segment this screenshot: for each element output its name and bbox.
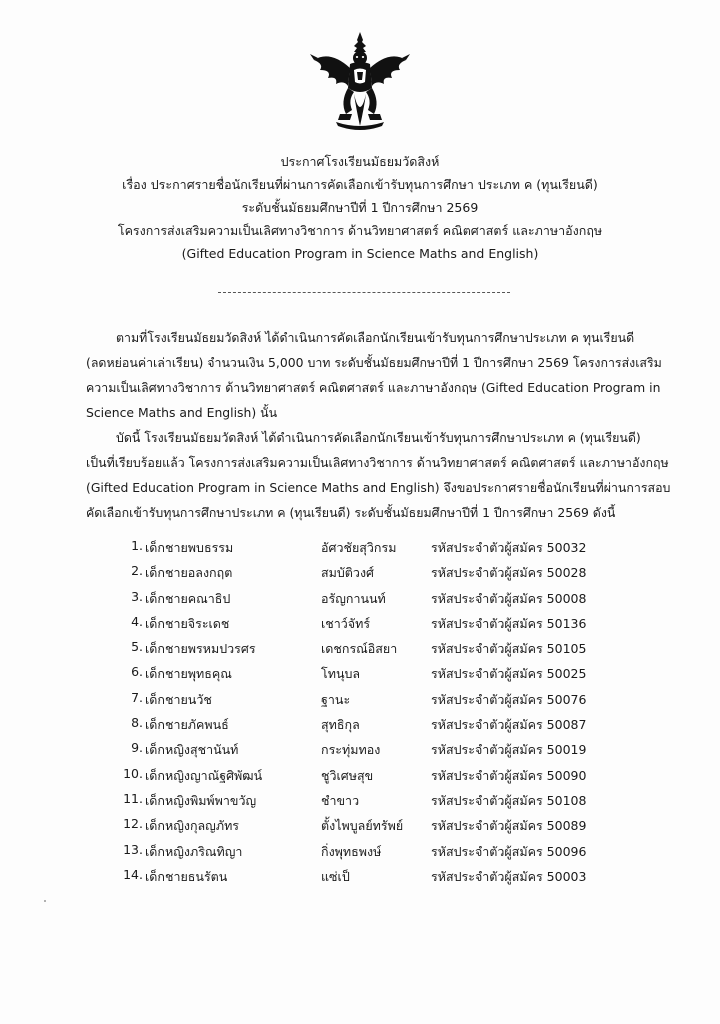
- announcement-subject: เรื่อง ประกาศรายชื่อนักเรียนที่ผ่านการคัดเลือกเข้ารับทุนการศึกษา ประเภท ค (ทุนเรียนดี): [122, 177, 598, 192]
- item-number: 7.: [131, 689, 143, 705]
- applicant-code: รหัสประจำตัวผู้สมัคร 50089: [431, 818, 587, 834]
- applicant-code: รหัสประจำตัวผู้สมัคร 50032: [431, 540, 587, 555]
- item-number: 2.: [131, 563, 143, 579]
- list-item: [113, 639, 673, 664]
- scan-speck: [44, 900, 46, 902]
- announcement-program-th: โครงการส่งเสริมความเป็นเลิศทางวิชาการ ด้านวิทยาศาสตร์ คณิตศาสตร์ และภาษาอังกฤษ: [117, 223, 603, 238]
- student-first-name: เด็กชายนวัช: [145, 691, 212, 707]
- announcement-header: [60, 150, 660, 265]
- paragraph-2: [86, 425, 676, 525]
- applicant-code: รหัสประจำตัวผู้สมัคร 50108: [431, 792, 587, 808]
- paragraph-1-line: ตามที่โรงเรียนมัธยมวัดสิงห์ ได้ดำเนินการคัดเลือกนักเรียนเข้ารับทุนการศึกษาประเภท ค ทุนเรียนดี: [116, 330, 635, 345]
- student-last-name: อรัญกานนท์: [321, 590, 386, 606]
- student-last-name: เชาว์จัทร์: [321, 615, 371, 631]
- list-item: [113, 614, 673, 639]
- student-last-name: ชำขาว: [321, 792, 360, 808]
- student-first-name: เด็กชายอลงกฤต: [145, 565, 233, 581]
- header-divider: [218, 292, 510, 293]
- student-first-name: เด็กชายพุทธคุณ: [145, 666, 232, 682]
- list-item: [113, 791, 673, 816]
- applicant-code: รหัสประจำตัวผู้สมัคร 50136: [431, 615, 587, 631]
- student-first-name: เด็กชายจิระเดช: [145, 615, 230, 631]
- item-number: 4.: [131, 613, 143, 629]
- applicant-code: รหัสประจำตัวผู้สมัคร 50090: [431, 767, 587, 783]
- announcement-program-en: (Gifted Education Program in Science Maths and English): [181, 246, 539, 261]
- student-last-name: กิ่งพุทธพงษ์: [321, 843, 382, 859]
- student-list: [113, 538, 673, 892]
- item-number: 5.: [131, 639, 143, 655]
- student-last-name: ตั้งไพบูลย์ทรัพย์: [321, 818, 404, 834]
- student-first-name: เด็กชายคณาธิป: [145, 590, 231, 606]
- student-first-name: เด็กหญิงกุลญภัทร: [145, 818, 240, 834]
- applicant-code: รหัสประจำตัวผู้สมัคร 50025: [431, 666, 587, 682]
- student-first-name: เด็กหญิงญาณัฐศิพัฒน์: [145, 767, 263, 783]
- item-number: 1.: [131, 538, 143, 553]
- applicant-code: รหัสประจำตัวผู้สมัคร 50076: [431, 691, 587, 707]
- applicant-code: รหัสประจำตัวผู้สมัคร 50087: [431, 717, 587, 733]
- student-last-name: เดชกรณ์อิสยา: [321, 641, 398, 657]
- item-number: 11.: [123, 790, 143, 806]
- student-last-name: สุทธิกุล: [321, 717, 360, 733]
- applicant-code: รหัสประจำตัวผู้สมัคร 50105: [431, 641, 587, 657]
- list-item: [113, 538, 673, 563]
- paragraph-1-line: (ลดหย่อนค่าเล่าเรียน) จำนวนเงิน 5,000 บาท ระดับชั้นมัธยมศึกษาปีที่ 1 ปีการศึกษา 2569 โครงการส่งเสริม: [86, 355, 662, 370]
- student-last-name: สมบัติวงศ์: [321, 565, 374, 581]
- student-last-name: แซ่เป็: [321, 868, 350, 884]
- list-item: [113, 842, 673, 867]
- announcement-level: ระดับชั้นมัธยมศึกษาปีที่ 1 ปีการศึกษา 2569: [241, 200, 479, 215]
- student-first-name: เด็กชายภัคพนธ์: [145, 717, 229, 733]
- applicant-code: รหัสประจำตัวผู้สมัคร 50019: [431, 742, 587, 758]
- list-item: [113, 589, 673, 614]
- paragraph-2-line: บัดนี้ โรงเรียนมัธยมวัดสิงห์ ได้ดำเนินการคัดเลือกนักเรียนเข้ารับทุนการศึกษาประเภท ค (ทุนเรียนดี): [116, 430, 641, 445]
- applicant-code: รหัสประจำตัวผู้สมัคร 50003: [431, 868, 587, 884]
- item-number: 14.: [123, 866, 143, 882]
- item-number: 8.: [131, 715, 143, 731]
- list-item: [113, 766, 673, 791]
- student-first-name: เด็กหญิงพิมพ์พาขวัญ: [145, 792, 257, 808]
- student-last-name: ชูวิเศษสุข: [321, 767, 374, 783]
- student-last-name: อัศวชัยสุวิกรม: [321, 540, 397, 555]
- list-item: [113, 867, 673, 892]
- applicant-code: รหัสประจำตัวผู้สมัคร 50096: [431, 843, 587, 859]
- garuda-emblem-icon: [310, 30, 410, 134]
- list-item: [113, 563, 673, 588]
- student-last-name: โทนุบล: [321, 666, 361, 682]
- student-first-name: เด็กหญิงภริณทิญา: [145, 843, 243, 859]
- student-first-name: เด็กชายพบธรรม: [145, 540, 234, 555]
- item-number: 3.: [131, 588, 143, 604]
- list-item: [113, 690, 673, 715]
- paragraph-1: [86, 325, 676, 425]
- paragraph-1-line: ความเป็นเลิศทางวิชาการ ด้านวิทยาศาสตร์ คณิตศาสตร์ และภาษาอังกฤษ (Gifted Education Program in: [86, 380, 661, 395]
- item-number: 6.: [131, 664, 143, 680]
- item-number: 12.: [123, 816, 143, 832]
- item-number: 10.: [123, 765, 143, 781]
- student-first-name: เด็กชายพรหมปวรศร: [145, 641, 256, 657]
- announcement-title: ประกาศโรงเรียนมัธยมวัดสิงห์: [280, 154, 440, 169]
- item-number: 9.: [131, 740, 143, 756]
- applicant-code: รหัสประจำตัวผู้สมัคร 50028: [431, 565, 587, 581]
- paragraph-1-line: Science Maths and English) นั้น: [86, 405, 278, 420]
- list-item: [113, 715, 673, 740]
- paragraph-2-line: (Gifted Education Program in Science Maths and English) จึงขอประกาศรายชื่อนักเรียนที่ผ่านการสอบ: [86, 480, 671, 495]
- list-item: [113, 816, 673, 841]
- list-item: [113, 664, 673, 689]
- applicant-code: รหัสประจำตัวผู้สมัคร 50008: [431, 590, 587, 606]
- student-first-name: เด็กหญิงสุชานันท์: [145, 742, 239, 758]
- list-item: [113, 740, 673, 765]
- paragraph-2-line: เป็นที่เรียบร้อยแล้ว โครงการส่งเสริมความเป็นเลิศทางวิชาการ ด้านวิทยาศาสตร์ คณิตศาสตร์ และภาษาอังกฤษ: [86, 455, 669, 470]
- student-first-name: เด็กชายธนรัตน: [145, 868, 228, 884]
- student-last-name: กระทุ่มทอง: [321, 742, 381, 758]
- item-number: 13.: [123, 841, 143, 857]
- paragraph-2-line: คัดเลือกเข้ารับทุนการศึกษาประเภท ค (ทุนเรียนดี) ระดับชั้นมัธยมศึกษาปีที่ 1 ปีการศึกษา 2569 ดังนี้: [86, 505, 616, 520]
- student-last-name: ฐานะ: [321, 691, 351, 707]
